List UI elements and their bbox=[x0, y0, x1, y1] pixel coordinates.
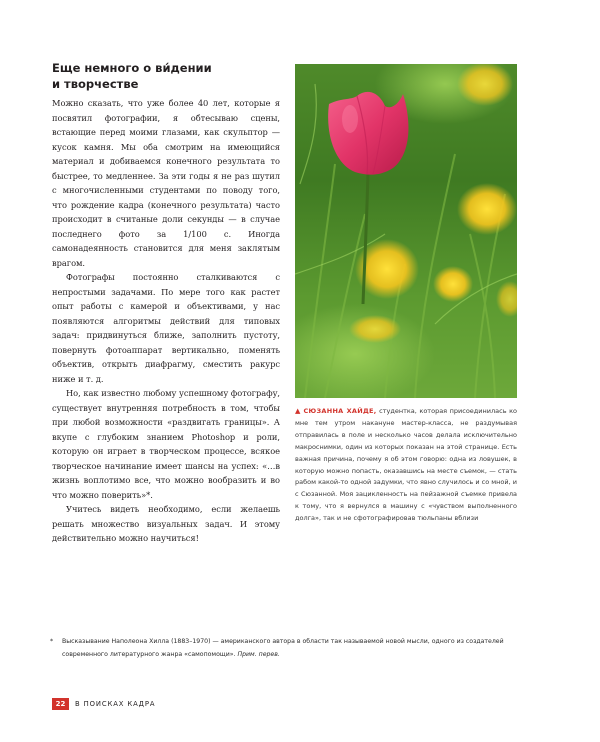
footnote-translator-note: Прим. перев. bbox=[237, 650, 280, 658]
tulip-photo bbox=[295, 64, 517, 398]
section-heading-line1: Еще немного о ви́дении bbox=[52, 61, 212, 75]
footnote-asterisk: * bbox=[50, 638, 54, 645]
triangle-marker-icon: ▲ bbox=[295, 407, 301, 415]
section-heading-line2: и творчестве bbox=[52, 77, 139, 91]
article-column bbox=[52, 60, 280, 546]
footnote-text-block bbox=[52, 636, 522, 661]
photo-caption bbox=[295, 406, 517, 525]
paragraph: Учитесь видеть необходимо, если желаешь решать множество визуальных задач. И этому действительно можно научиться! bbox=[52, 504, 280, 543]
footnote-text: Высказывание Наполеона Хилла (1883–1970) — американского автора в области так называемой новой мысли, одного из создателей современного литературного жанра «самопомощи». bbox=[62, 638, 504, 658]
paragraph: Фотографы постоянно сталкиваются с непростыми задачами. По мере того как растет опыт работы с камерой и объективами, у нас появляются алгоритмы действий для типовых задач: придвинуться ближе, заполнить пустоту, повернуть фотоаппарат вертикально, поменять объектив, открыть диафрагму, сместить ракурс ниже и т. д. bbox=[52, 272, 280, 384]
paragraph: Но, как известно любому успешному фотографу, существует внутренняя потребность в том, чтобы при любой возможности «раздвигать границы». А вкупе с глубоким знанием Photoshop и роли, которую он играет в творческом процессе, всякое творческое начинание имеет шансы на успех: «…в жизнь воплотимо все, что можно вообразить и во что можно поверить»*. bbox=[52, 388, 280, 500]
page-footer bbox=[52, 697, 155, 711]
paragraph: Можно сказать, что уже более 40 лет, которые я посвятил фотографии, я обтесываю сцены, встающие перед моими глазами, как скульптор — кусок камня. Мы оба смотрим на имеющийся материал и добиваемся конечного результата то быстрее, то медленнее. За эти годы я не раз шутил с многочисленными студентами по поводу того, что рождение кадра (конечного результата) часто происходит в считаные доли секунды — в случае последнего фото за 1/100 с. Иногда самонадеянность становится для меня заклятым врагом. bbox=[52, 98, 280, 268]
running-title: В ПОИСКАХ КАДРА bbox=[75, 700, 156, 708]
caption-text: студентка, которая присоединилась ко мне тем утром накануне мастер-класса, не раздумывая отправилась в поле и несколько часов делала исключительно макроснимки, один из которых показан на этой странице. Есть важная причина, почему я об этом говорю: одна из ловушек, в которую можно попасть, оказавшись на месте съемок, — стать рабом какой-то одной задумки, что явно случилось и со мной, и с Сюзанной. Моя зацикленность на пейзажной съемке привела к тому, что я вернулся в машину с «чувством выполненного долга», так и не сфотографировав тюльпаны вблизи bbox=[295, 407, 517, 523]
article-body bbox=[52, 96, 280, 546]
caption-name: СЮЗАННА ХАЙДЕ, bbox=[303, 407, 377, 415]
section-heading bbox=[52, 60, 280, 92]
page-number: 22 bbox=[52, 698, 69, 710]
footnote bbox=[52, 636, 522, 661]
